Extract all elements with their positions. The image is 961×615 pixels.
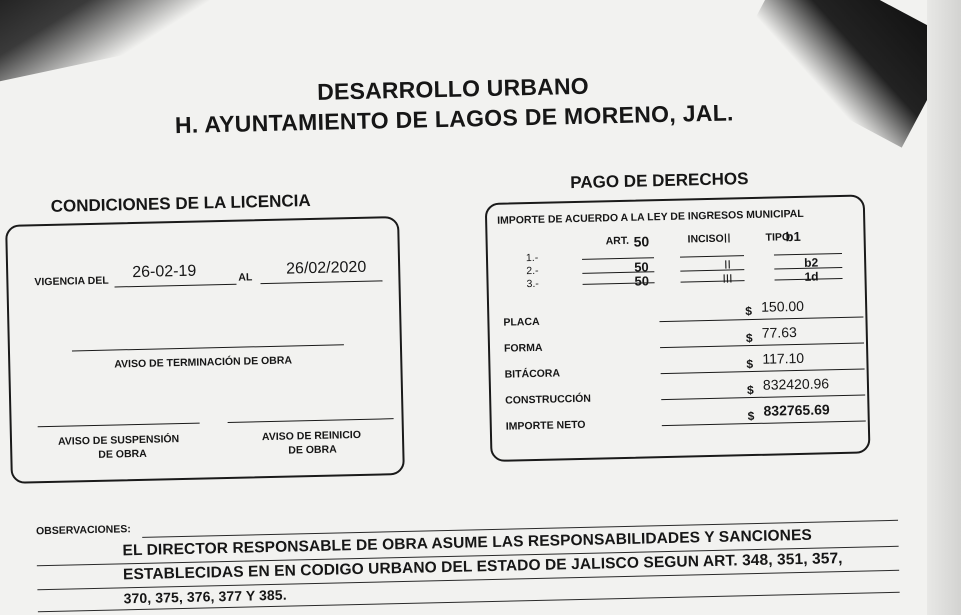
termination-line: [72, 344, 344, 351]
validity-to-line: [260, 280, 382, 284]
item-construccion-label: CONSTRUCCIÓN: [505, 392, 592, 407]
item-forma-line: [660, 342, 864, 348]
tipo-header-value: b1: [785, 228, 801, 245]
item-placa-amount: 150.00: [760, 297, 805, 315]
row-2-number: 2.-: [526, 264, 539, 278]
conditions-box: [5, 216, 405, 484]
validity-to-value: 26/02/2020: [285, 258, 367, 278]
row-2-tipo: b2: [804, 255, 819, 270]
restart-line: [228, 418, 394, 423]
amount-header: IMPORTE DE ACUERDO A LA LEY DE INGRESOS MUNICIPAL: [497, 207, 804, 227]
validity-to-label: AL: [238, 271, 253, 284]
item-bitacora-line: [661, 368, 865, 374]
item-placa-line: [659, 316, 863, 322]
item-bitacora-amount: 117.10: [762, 349, 805, 367]
item-forma-currency: $: [745, 331, 753, 346]
item-importe-neto-amount: 832765.69: [763, 401, 830, 419]
row-3-inciso: III: [722, 271, 733, 286]
row-1-inciso-line: [680, 255, 744, 257]
item-importe-neto-line: [662, 420, 866, 426]
item-importe-neto-currency: $: [747, 408, 755, 424]
item-forma-amount: 77.63: [761, 324, 797, 341]
suspension-label-1: AVISO DE SUSPENSIÓN: [57, 433, 180, 448]
item-placa-currency: $: [745, 304, 753, 319]
suspension-label-2: DE OBRA: [98, 447, 147, 461]
observations-label: OBSERVACIONES:: [35, 523, 131, 538]
validity-from-value: 26-02-19: [132, 262, 197, 282]
row-2-inciso: II: [724, 257, 732, 272]
row-3-inciso-strike: [681, 280, 745, 282]
col-tipo-label: TIPO: [765, 231, 791, 244]
item-construccion-currency: $: [746, 383, 754, 398]
item-placa-label: PLACA: [503, 315, 540, 329]
art-header-value: 50: [633, 233, 650, 250]
payment-box: [485, 194, 871, 462]
observations-text-3: 370, 375, 376, 377 Y 385.: [123, 586, 287, 607]
item-forma-label: FORMA: [503, 341, 543, 355]
item-bitacora-label: BITÁCORA: [504, 367, 561, 381]
inciso-header-value: II: [723, 230, 731, 246]
item-construccion-amount: 832420.96: [762, 375, 830, 393]
observations-text-2: ESTABLECIDAS EN EN CODIGO URBANO DEL ESTADO DE JALISCO SEGUN ART. 348, 351, 357,: [122, 550, 843, 584]
payment-title: PAGO DE DERECHOS: [570, 169, 749, 193]
col-inciso-label: INCISO: [687, 232, 724, 246]
termination-label: AVISO DE TERMINACIÓN DE OBRA: [114, 354, 293, 371]
document-subtitle: H. AYUNTAMIENTO DE LAGOS DE MORENO, JAL.: [174, 99, 734, 139]
col-art-label: ART.: [605, 234, 630, 248]
validity-from-line: [115, 284, 237, 288]
validity-label: VIGENCIA DEL: [34, 274, 109, 289]
document-title: DESARROLLO URBANO: [316, 72, 590, 105]
item-construccion-line: [661, 394, 865, 400]
item-bitacora-currency: $: [746, 357, 754, 372]
row-1-number: 1.-: [525, 251, 539, 265]
observations-text-1: EL DIRECTOR RESPONSABLE DE OBRA ASUME LAS RESPONSABILIDADES Y SANCIONES: [122, 526, 813, 560]
row-2-inciso-line: [680, 269, 744, 271]
restart-label-2: DE OBRA: [288, 443, 337, 457]
restart-label-1: AVISO DE REINICIO: [261, 428, 362, 444]
row-3-tipo: 1d: [804, 269, 819, 284]
item-importe-neto-label: IMPORTE NETO: [505, 418, 586, 433]
conditions-title: CONDICIONES DE LA LICENCIA: [50, 191, 311, 216]
suspension-line: [38, 423, 200, 428]
row-2-art: 50: [634, 259, 649, 275]
row-3-number: 3.-: [526, 277, 539, 291]
row-3-art: 50: [634, 273, 650, 289]
